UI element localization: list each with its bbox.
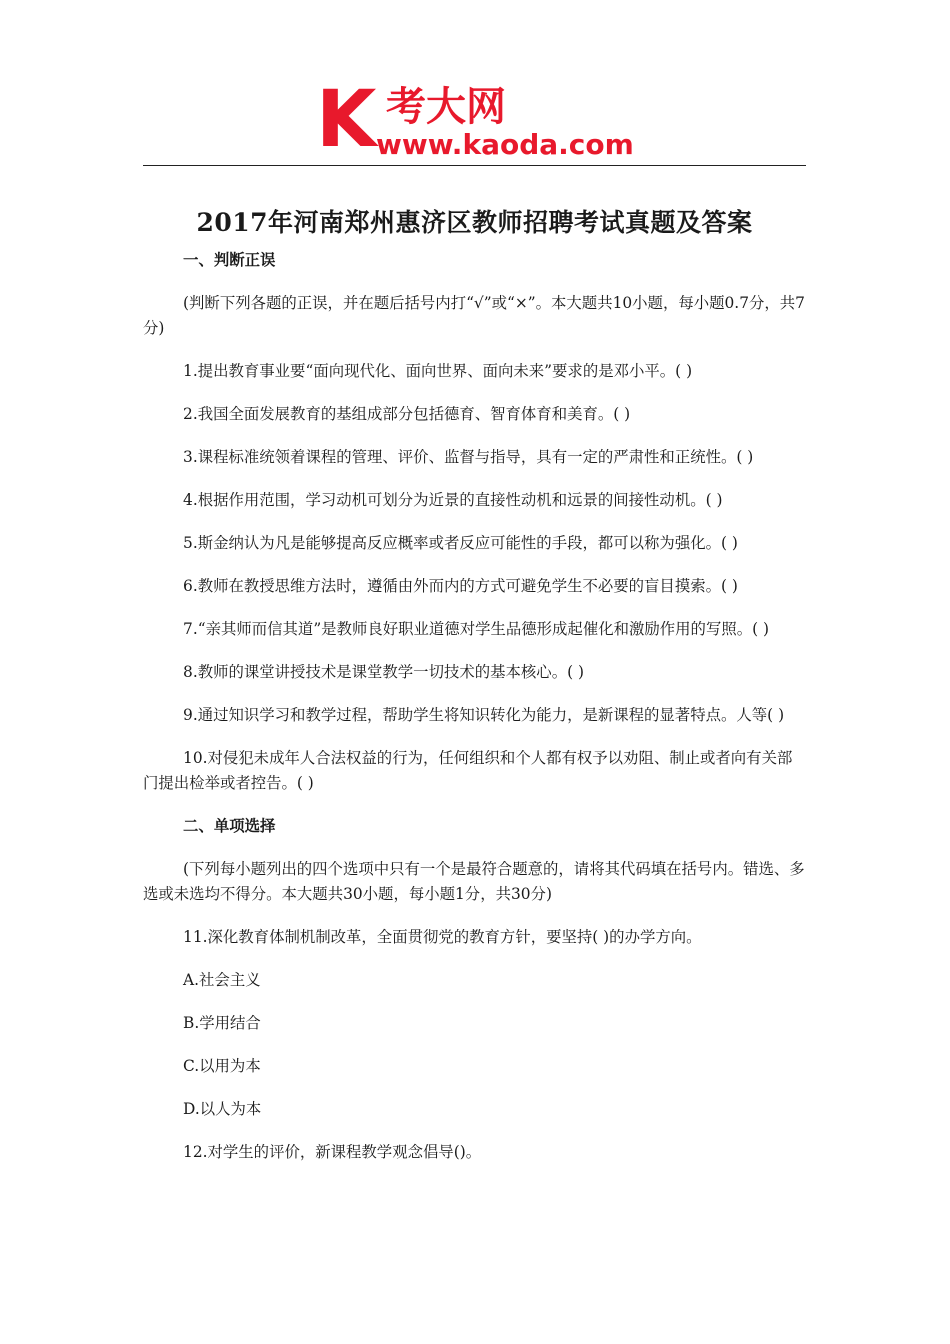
question-3: 3.课程标准统领着课程的管理、评价、监督与指导，具有一定的严肃性和正统性。( ) bbox=[183, 448, 754, 466]
kaoda-logo bbox=[316, 80, 646, 160]
question-6: 6.教师在教授思维方法时，遵循由外而内的方式可避免学生不必要的盲目摸索。( ) bbox=[183, 577, 738, 595]
section-1-heading: 一、判断正误 bbox=[183, 251, 276, 269]
header-divider bbox=[143, 165, 806, 166]
logo-url-text: www.kaoda.com bbox=[376, 128, 634, 160]
logo-k-letter: K bbox=[316, 80, 377, 160]
question-12: 12.对学生的评价，新课程教学观念倡导()。 bbox=[183, 1143, 482, 1161]
kaoda-logo-graphic bbox=[316, 80, 646, 160]
section-2-heading: 二、单项选择 bbox=[183, 817, 276, 835]
question-8: 8.教师的课堂讲授技术是课堂教学一切技术的基本核心。( ) bbox=[183, 663, 584, 681]
question-7: 7.“亲其师而信其道”是教师良好职业道德对学生品德形成起催化和激励作用的写照。( ) bbox=[183, 620, 770, 638]
document-body bbox=[143, 248, 806, 1165]
question-4: 4.根据作用范围，学习动机可划分为近景的直接性动机和远景的间接性动机。( ) bbox=[183, 491, 723, 509]
logo-cn-text: 考大网 bbox=[386, 84, 506, 130]
document-title: 2017年河南郑州惠济区教师招聘考试真题及答案 bbox=[196, 208, 753, 237]
question-11-option-a: A.社会主义 bbox=[183, 971, 261, 989]
question-10: 10.对侵犯未成年人合法权益的行为，任何组织和个人都有权予以劝阻、制止或者向有关部门提出检举或者控告。( ) bbox=[143, 749, 793, 792]
section-1-instructions: (判断下列各题的正误，并在题后括号内打“√”或“×”。本大题共10小题，每小题0.7分，共7分) bbox=[143, 294, 805, 337]
question-2: 2.我国全面发展教育的基组成部分包括德育、智育体育和美育。( ) bbox=[183, 405, 631, 423]
question-11-option-d: D.以人为本 bbox=[183, 1100, 262, 1118]
section-2-instructions: (下列每小题列出的四个选项中只有一个是最符合题意的，请将其代码填在括号内。错选、多选或未选均不得分。本大题共30小题，每小题1分，共30分) bbox=[143, 860, 805, 903]
question-1: 1.提出教育事业要“面向现代化、面向世界、面向未来”要求的是邓小平。( ) bbox=[183, 362, 693, 380]
question-11-option-c: C.以用为本 bbox=[183, 1057, 261, 1075]
page-header bbox=[0, 0, 950, 170]
question-11: 11.深化教育体制机制改革，全面贯彻党的教育方针，要坚持( )的办学方向。 bbox=[183, 928, 702, 946]
question-5: 5.斯金纳认为凡是能够提高反应概率或者反应可能性的手段，都可以称为强化。( ) bbox=[183, 534, 738, 552]
question-9: 9.通过知识学习和教学过程，帮助学生将知识转化为能力，是新课程的显著特点。人等( ) bbox=[183, 706, 785, 724]
question-11-option-b: B.学用结合 bbox=[183, 1014, 261, 1032]
